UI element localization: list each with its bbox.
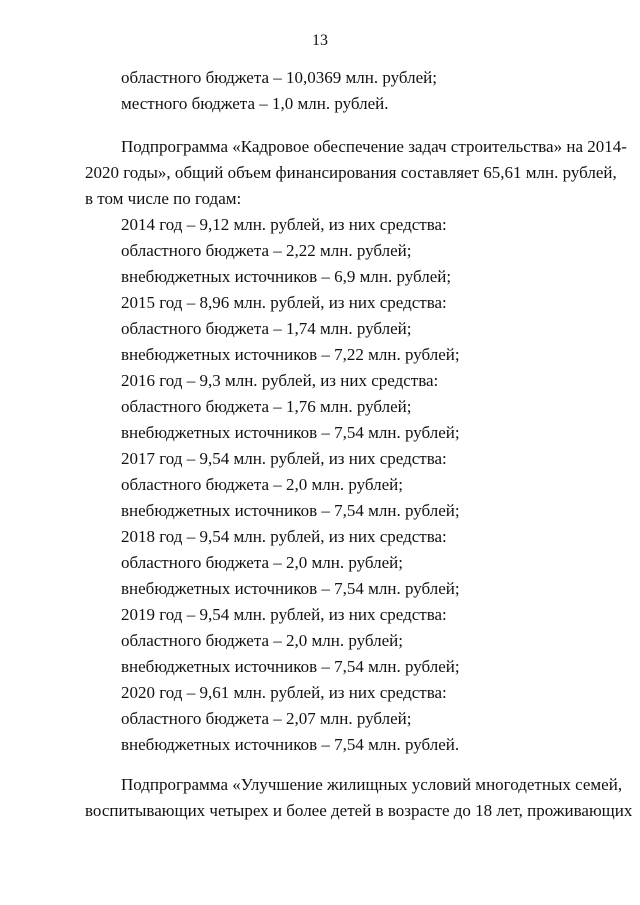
list-item: областного бюджета – 2,0 млн. рублей; bbox=[121, 631, 403, 650]
paragraph-line: 2020 годы», общий объем финансирования составляет 65,61 млн. рублей, bbox=[85, 163, 617, 182]
list-item: областного бюджета – 2,0 млн. рублей; bbox=[121, 553, 403, 572]
list-item: 2017 год – 9,54 млн. рублей, из них средства: bbox=[121, 449, 447, 468]
list-item: областного бюджета – 2,22 млн. рублей; bbox=[121, 241, 412, 260]
list-item: внебюджетных источников – 7,54 млн. рублей; bbox=[121, 423, 460, 442]
text-line: местного бюджета – 1,0 млн. рублей. bbox=[121, 94, 389, 113]
list-item: областного бюджета – 1,76 млн. рублей; bbox=[121, 397, 412, 416]
paragraph-line: воспитывающих четырех и более детей в возрасте до 18 лет, проживающих bbox=[85, 801, 633, 820]
list-item: 2018 год – 9,54 млн. рублей, из них средства: bbox=[121, 527, 447, 546]
paragraph-line: Подпрограмма «Улучшение жилищных условий многодетных семей, bbox=[121, 775, 623, 794]
text-line: областного бюджета – 10,0369 млн. рублей; bbox=[121, 68, 437, 87]
list-item: областного бюджета – 1,74 млн. рублей; bbox=[121, 319, 412, 338]
list-item: внебюджетных источников – 7,54 млн. рублей; bbox=[121, 579, 460, 598]
paragraph-line: Подпрограмма «Кадровое обеспечение задач строительства» на 2014- bbox=[121, 137, 627, 156]
list-item: 2019 год – 9,54 млн. рублей, из них средства: bbox=[121, 605, 447, 624]
list-item: областного бюджета – 2,07 млн. рублей; bbox=[121, 709, 412, 728]
list-item: 2014 год – 9,12 млн. рублей, из них средства: bbox=[121, 215, 447, 234]
list-item: 2016 год – 9,3 млн. рублей, из них средства: bbox=[121, 371, 439, 390]
list-item: 2015 год – 8,96 млн. рублей, из них средства: bbox=[121, 293, 447, 312]
list-item: внебюджетных источников – 7,54 млн. рублей. bbox=[121, 735, 460, 754]
list-item: 2020 год – 9,61 млн. рублей, из них средства: bbox=[121, 683, 447, 702]
paragraph-line: в том числе по годам: bbox=[85, 189, 242, 208]
list-item: областного бюджета – 2,0 млн. рублей; bbox=[121, 475, 403, 494]
list-item: внебюджетных источников – 6,9 млн. рублей; bbox=[121, 267, 452, 286]
list-item: внебюджетных источников – 7,54 млн. рублей; bbox=[121, 501, 460, 520]
page-number: 13 bbox=[312, 32, 328, 49]
list-item: внебюджетных источников – 7,22 млн. рублей; bbox=[121, 345, 460, 364]
list-item: внебюджетных источников – 7,54 млн. рублей; bbox=[121, 657, 460, 676]
